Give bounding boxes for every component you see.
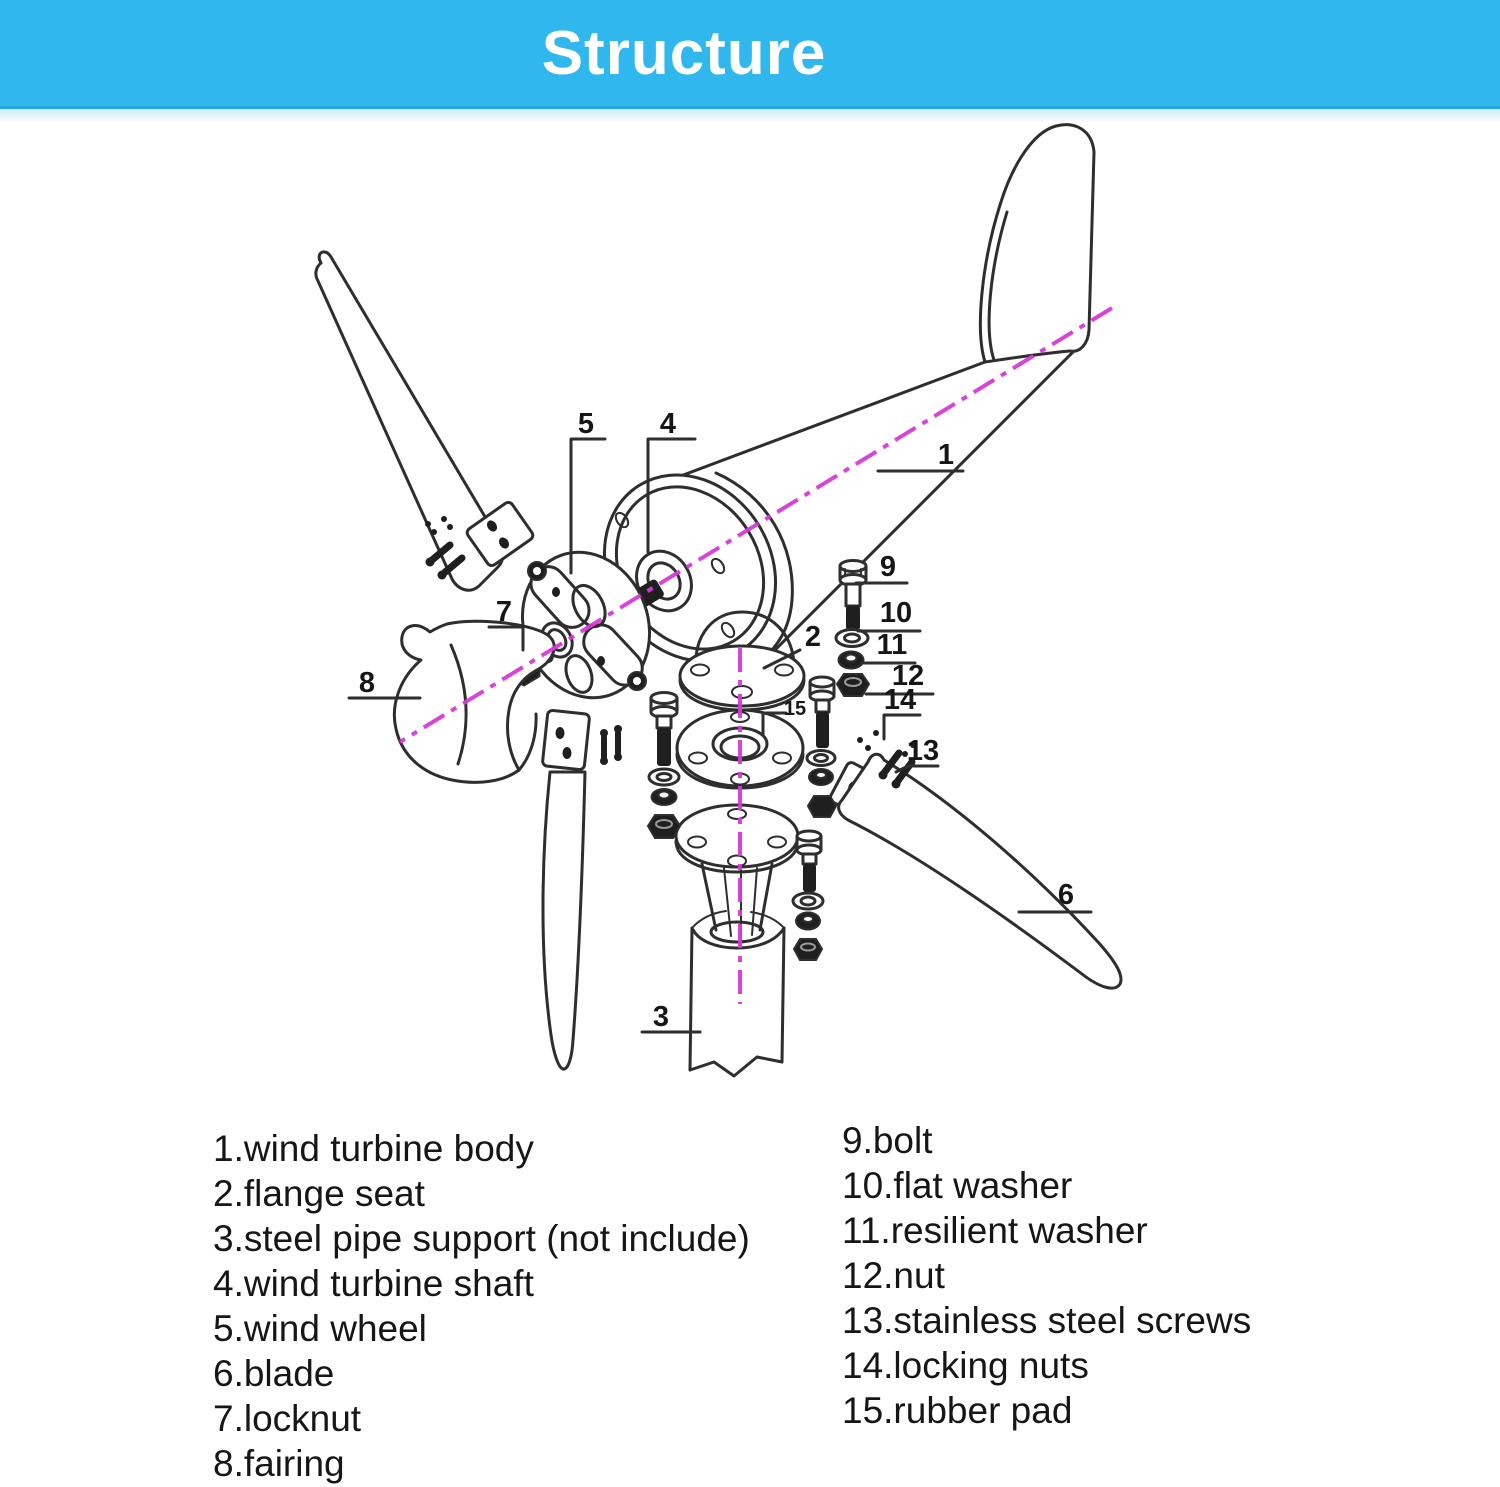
legend-item: 8.fairing xyxy=(213,1443,345,1484)
callout-11: 11 xyxy=(876,629,908,661)
legend-item: 7.locknut xyxy=(213,1398,362,1439)
legend-item: 3.steel pipe support (not include) xyxy=(213,1218,750,1259)
callout-3: 3 xyxy=(652,1001,670,1033)
callout-8: 8 xyxy=(358,667,376,699)
legend-item: 15.rubber pad xyxy=(842,1390,1073,1431)
callout-1: 1 xyxy=(937,439,955,471)
callout-12: 12 xyxy=(891,660,925,692)
bolt-stack-right-lower xyxy=(793,831,823,960)
legend-item: 4.wind turbine shaft xyxy=(213,1263,534,1304)
part-bolt xyxy=(840,561,866,631)
callout-9: 9 xyxy=(879,551,897,583)
legend-item: 9.bolt xyxy=(842,1120,933,1161)
part-blade-upper-left xyxy=(316,252,535,590)
legend-item: 11.resilient washer xyxy=(842,1210,1148,1251)
callout-2: 2 xyxy=(804,621,822,653)
callout-13: 13 xyxy=(906,735,940,767)
part-steel-pipe-support xyxy=(676,805,798,1076)
legend-item: 13.stainless steel screws xyxy=(842,1300,1252,1341)
legend-item: 2.flange seat xyxy=(213,1173,425,1214)
callout-15: 15 xyxy=(783,698,807,720)
bolt-stack-left xyxy=(648,693,680,839)
legend-item: 10.flat washer xyxy=(842,1165,1073,1206)
legend-item: 14.locking nuts xyxy=(842,1345,1089,1386)
legend-left-column xyxy=(213,1126,750,1486)
legend-item: 5.wind wheel xyxy=(213,1308,427,1349)
part-blade-right xyxy=(829,754,1121,988)
legend-item: 6.blade xyxy=(213,1353,335,1394)
callout-4: 4 xyxy=(659,408,677,440)
callout-14: 14 xyxy=(883,684,917,716)
callout-6: 6 xyxy=(1057,879,1075,911)
part-resilient-washer xyxy=(839,652,864,669)
callout-7: 7 xyxy=(495,596,513,628)
part-blade-bottom xyxy=(542,710,622,1069)
legend-item: 12.nut xyxy=(842,1255,945,1296)
part-nut xyxy=(837,674,869,696)
callout-10: 10 xyxy=(879,597,913,629)
legend-right-column xyxy=(842,1118,1251,1433)
page-title: Structure xyxy=(541,19,827,88)
callout-5: 5 xyxy=(577,408,595,440)
legend-item: 1.wind turbine body xyxy=(213,1128,534,1169)
part-fairing xyxy=(394,621,554,782)
